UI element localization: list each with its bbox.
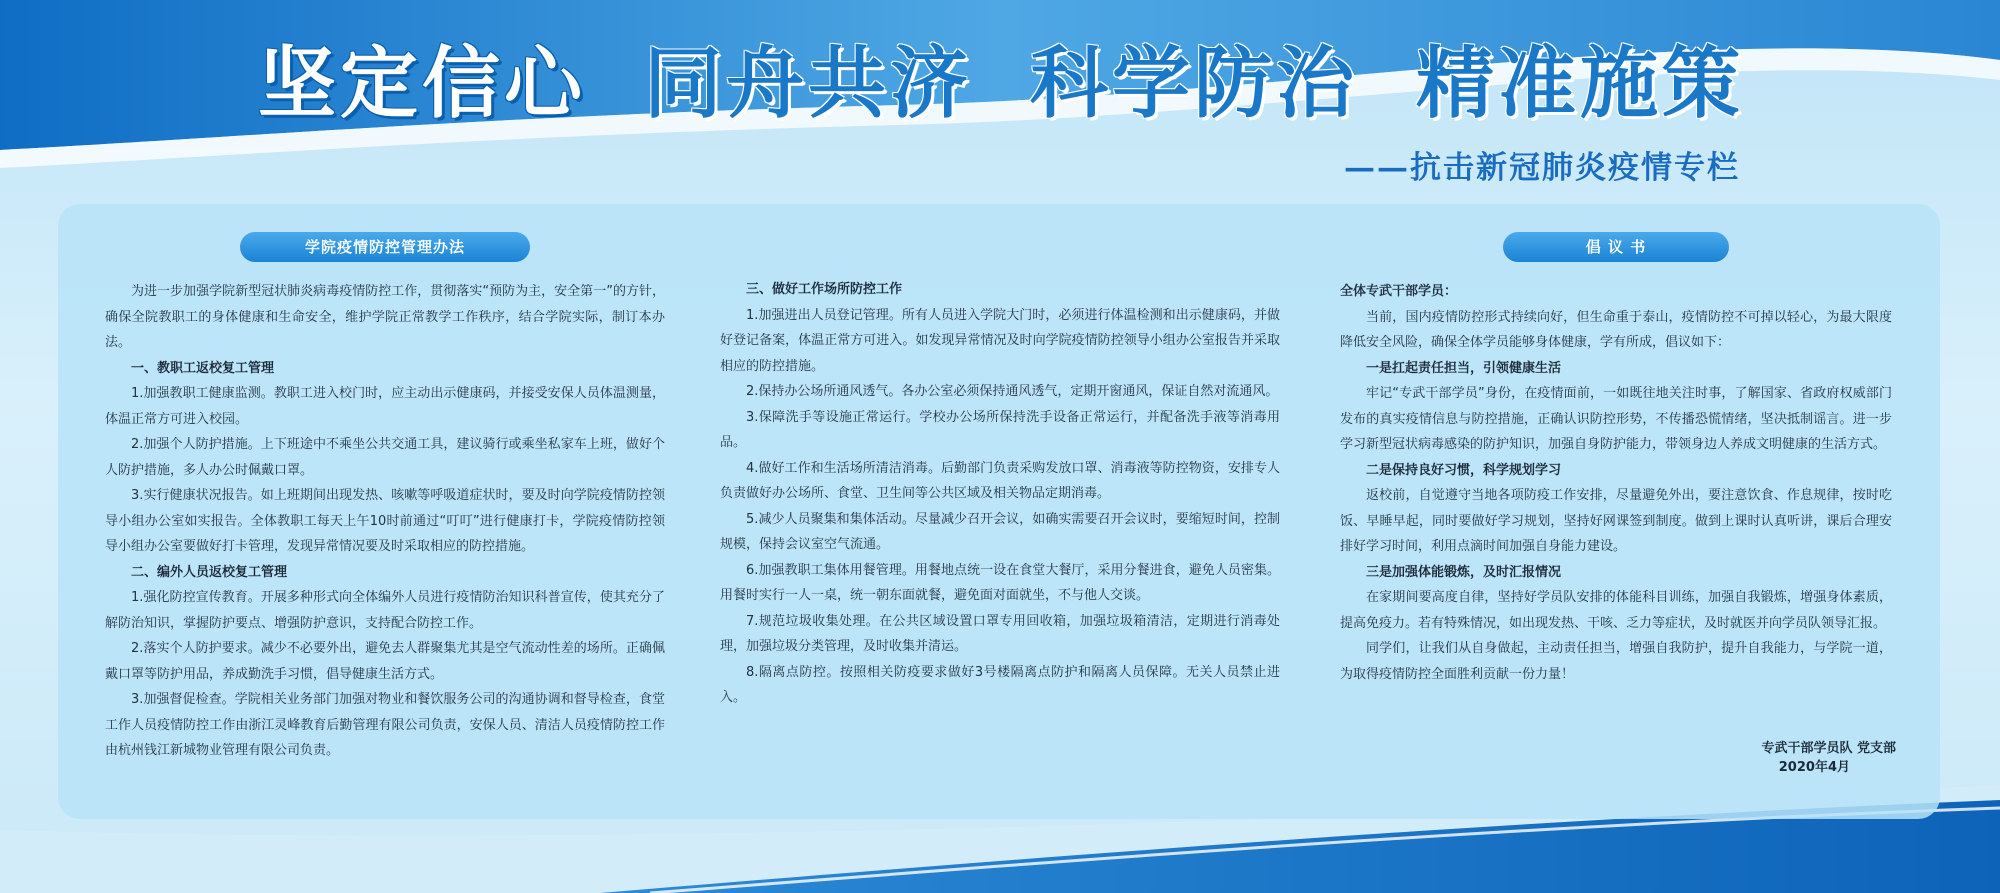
banner-subtitle: ——抗击新冠肺炎疫情专栏 <box>1344 150 1740 186</box>
section-heading: 一、教职工返校复工管理 <box>131 360 275 376</box>
paragraph: 为进一步加强学院新型冠状肺炎病毒疫情防控工作，贯彻落实“预防为主，安全第一”的方针，确保全院教职工的身体健康和生命安全，维护学院正常教学工作秩序，结合学院实际，制订本办法。 <box>105 284 665 350</box>
section-heading: 一是扛起责任担当，引领健康生活 <box>1366 360 1562 376</box>
paragraph: 1.加强教职工健康监测。教职工进入校门时，应主动出示健康码，并接受安保人员体温测量，体温正常方可进入校园。 <box>105 386 665 427</box>
section-heading: 三是加强体能锻炼，及时汇报情况 <box>1366 564 1562 580</box>
workplace-measures-text <box>720 277 1280 711</box>
paragraph: 2.落实个人防护要求。减少不必要外出，避免去人群聚集尤其是空气流动性差的场所。正确佩戴口罩等防护用品，养成勤洗手习惯，倡导健康生活方式。 <box>105 641 665 682</box>
paragraph: 3.实行健康状况报告。如上班期间出现发热、咳嗽等呼吸道症状时，要及时向学院疫情防控领导小组办公室如实报告。全体教职工每天上午10时前通过“叮叮”进行健康打卡，学院疫情防控领导小组办公室要做好打卡管理，发现异常情况要及时采取相应的防控措施。 <box>105 488 665 554</box>
paragraph: 1.加强进出人员登记管理。所有人员进入学院大门时，必须进行体温检测和出示健康码，并做好登记备案，体温正常方可进入。如发现异常情况及时向学院疫情防控领导小组办公室报告并采取相应的防控措施。 <box>720 307 1280 374</box>
workplace-measures-column <box>720 232 1280 711</box>
paragraph: 在家期间要高度自律，坚持好学员队安排的体能科目训练，加强自我锻炼，增强身体素质，提高免疫力。若有特殊情况，如出现发热、干咳、乏力等症状，及时就医并向学员队领导汇报。 <box>1340 590 1892 631</box>
management-rules-text <box>105 279 665 764</box>
signature-block <box>1340 739 1896 777</box>
banner-phrase-1: 坚定信心 <box>258 38 587 129</box>
paragraph: 6.加强教职工集体用餐管理。用餐地点统一设在食堂大餐厅，采用分餐进食，避免人员密集。用餐时实行一人一桌，统一朝东面就餐，避免面对面就坐，不与他人交谈。 <box>720 562 1280 603</box>
paragraph: 8.隔离点防控。按照相关防疫要求做好3号楼隔离点防护和隔离人员保障。无关人员禁止进入。 <box>720 664 1280 705</box>
salutation: 全体专武干部学员： <box>1340 284 1458 299</box>
banner-phrase-2: 同舟共济 <box>644 38 973 129</box>
banner-phrase-4: 精准施策 <box>1416 38 1745 129</box>
paragraph: 牢记“专武干部学员”身份，在疫情面前，一如既往地关注时事，了解国家、省政府权威部门发布的真实疫情信息与防控措施，正确认识防控形势，不传播恐慌情绪，坚决抵制谣言。进一步学习新型冠状病毒感染的防护知识，加强自身防护能力，带领身边人养成文明健康的生活方式。 <box>1340 386 1892 452</box>
section-heading: 三、做好工作场所防控工作 <box>746 282 903 297</box>
paragraph: 5.减少人员聚集和集体活动。尽量减少召开会议，如确实需要召开会议时，要缩短时间，控制规模，保持会议室空气流通。 <box>720 511 1280 552</box>
paragraph: 4.做好工作和生活场所清洁消毒。后勤部门负责采购发放口罩、消毒液等防控物资，安排专人负责做好办公场所、食堂、卫生间等公共区域及相关物品定期消毒。 <box>720 460 1280 501</box>
proposal-text <box>1340 279 1892 687</box>
paragraph: 2.保持办公场所通风透气。各办公室必须保持通风透气，定期开窗通风，保证自然对流通风。 <box>746 384 1279 399</box>
paragraph: 2.加强个人防护措施。上下班途中不乘坐公共交通工具，建议骑行或乘坐私家车上班，做好个人防护措施，多人办公时佩戴口罩。 <box>105 437 665 478</box>
paragraph: 3.加强督促检查。学院相关业务部门加强对物业和餐饮服务公司的沟通协调和督导检查，食堂工作人员疫情防控工作由浙江灵峰教育后勤管理有限公司负责，安保人员、清洁人员疫情防控工作由杭州钱江新城物业管理有限公司负责。 <box>105 692 665 758</box>
paragraph: 当前，国内疫情防控形式持续向好，但生命重于泰山，疫情防控不可掉以轻心，为最大限度降低安全风险，确保全体学员能够身体健康，学有所成，倡议如下： <box>1340 309 1892 350</box>
management-rules-column <box>105 232 665 764</box>
banner-title <box>258 22 1758 132</box>
paragraph: 3.保障洗手等设施正常运行。学校办公场所保持洗手设备正常运行，并配备洗手液等消毒用品。 <box>720 409 1280 450</box>
paragraph: 返校前，自觉遵守当地各项防疫工作安排，尽量避免外出，要注意饮食、作息规律，按时吃饭、早睡早起，同时要做好学习规划，坚持好网课签到制度。做到上课时认真听讲，课后合理安排好学习时间，利用点滴时间加强自身能力建设。 <box>1340 488 1892 554</box>
signature-org: 专武干部学员队 党支部 <box>1761 741 1896 756</box>
section-heading: 二是保持良好习惯，科学规划学习 <box>1366 462 1562 478</box>
signature-date: 2020年4月 <box>1778 760 1850 775</box>
paragraph: 1.强化防控宣传教育。开展多种形式向全体编外人员进行疫情防治知识科普宣传，使其充分了解防治知识，掌握防护要点、增强防护意识，支持配合防控工作。 <box>105 590 665 631</box>
banner-phrase-3: 科学防治 <box>1030 38 1359 129</box>
paragraph: 同学们，让我们从自身做起，主动责任担当，增强自我防护，提升自我能力，与学院一道，为取得疫情防控全面胜利贡献一份力量！ <box>1340 641 1892 682</box>
proposal-column <box>1340 232 1892 687</box>
proposal-title-pill: 倡 议 书 <box>1503 232 1729 262</box>
section-heading: 二、编外人员返校复工管理 <box>131 564 288 580</box>
paragraph: 7.规范垃圾收集处理。在公共区域设置口罩专用回收箱，加强垃圾箱清洁，定期进行消毒处理，加强垃圾分类管理，及时收集并清运。 <box>720 613 1280 654</box>
section-title-pill: 学院疫情防控管理办法 <box>240 232 530 262</box>
